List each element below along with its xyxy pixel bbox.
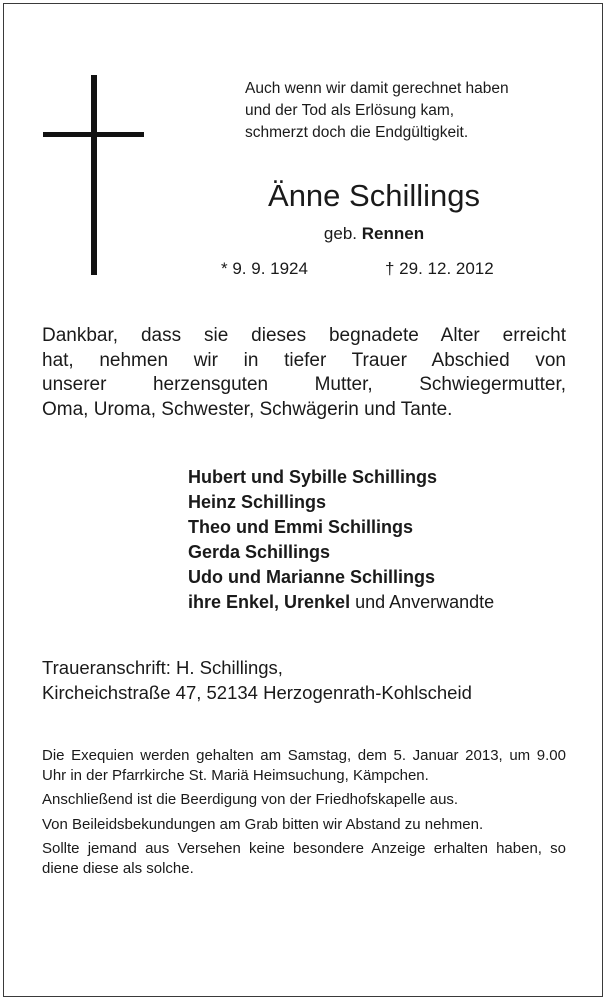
intro-text xyxy=(42,324,566,422)
maiden-name-line xyxy=(4,222,606,246)
death-date: † 29. 12. 2012 xyxy=(385,259,494,278)
family-relatives: und Anverwandte xyxy=(350,592,495,612)
family-member: Theo und Emmi Schillings xyxy=(188,517,414,537)
birth-date: * 9. 9. 1924 xyxy=(221,259,308,278)
intro-line: unserer herzensguten Mutter, Schwiegermutter, xyxy=(42,374,566,395)
family-list xyxy=(188,465,588,615)
notes xyxy=(42,746,566,883)
family-member: Hubert und Sybille Schillings xyxy=(188,467,438,487)
note-paragraph: Sollte jemand aus Versehen keine besondere Anzeige erhalten haben, so diene diese als solche. xyxy=(42,840,566,877)
family-member: Gerda Schillings xyxy=(188,542,331,562)
note-paragraph: Anschließend ist die Beerdigung von der Friedhofskapelle aus. xyxy=(42,791,459,808)
mourning-address xyxy=(42,655,582,705)
verse-line: Auch wenn wir damit gerechnet haben xyxy=(245,80,509,97)
geb-prefix: geb. xyxy=(323,224,357,243)
note-paragraph: Von Beileidsbekundungen am Grab bitten wir Abstand zu nehmen. xyxy=(42,815,484,833)
cross-icon-horizontal-bar xyxy=(43,132,144,137)
maiden-name: Rennen xyxy=(361,224,425,243)
verse-line: und der Tod als Erlösung kam, xyxy=(245,102,455,119)
deceased-name: Änne Schillings xyxy=(268,178,480,213)
obituary-notice xyxy=(3,3,603,997)
verse xyxy=(245,78,585,144)
address-line: Kircheichstraße 47, 52134 Herzogenrath-Kohlscheid xyxy=(42,682,472,703)
family-closing-line xyxy=(188,590,588,615)
family-member: Udo und Marianne Schillings xyxy=(188,567,436,587)
family-member: Heinz Schillings xyxy=(188,492,327,512)
verse-line: schmerzt doch die Endgültigkeit. xyxy=(245,124,469,141)
intro-line: Oma, Uroma, Schwester, Schwägerin und Tante. xyxy=(42,398,453,420)
address-line: Traueranschrift: H. Schillings, xyxy=(42,657,283,678)
intro-line: Dankbar, dass sie dieses begnadete Alter erreicht xyxy=(42,325,566,346)
note-paragraph: Die Exequien werden gehalten am Samstag, dem 5. Januar 2013, um 9.00 Uhr in der Pfarrkirche St. Mariä Heimsuchung, Kämpchen. xyxy=(42,747,566,784)
intro-line: hat, nehmen wir in tiefer Trauer Abschied von xyxy=(42,349,566,371)
family-grandchildren: ihre Enkel, Urenkel xyxy=(188,592,351,612)
